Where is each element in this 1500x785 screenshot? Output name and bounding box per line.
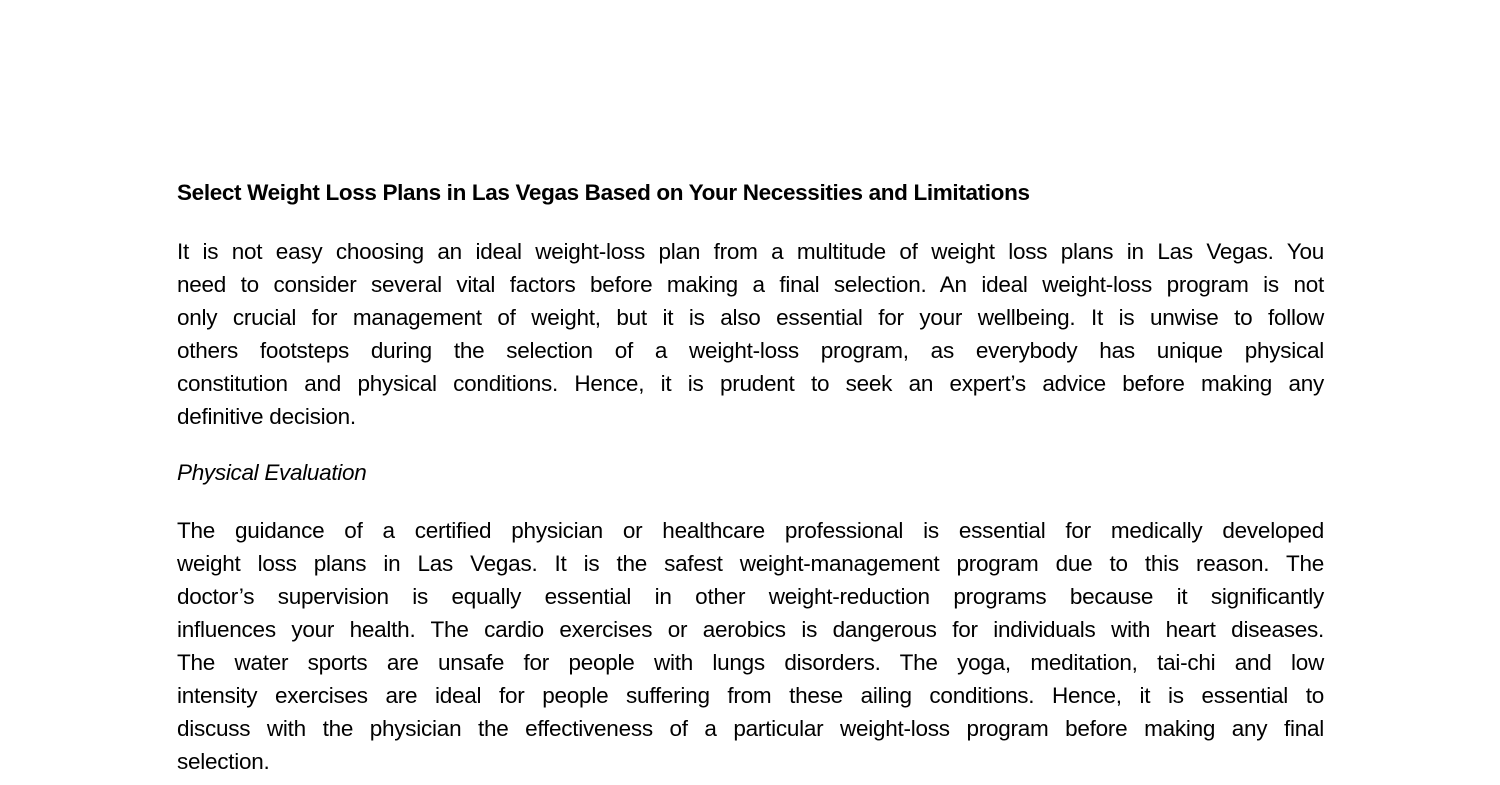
paragraph-line: The water sports are unsafe for people with lungs disorders. The yoga, meditation, tai-chi and low (177, 650, 1324, 675)
physical-evaluation-paragraph (177, 514, 1324, 778)
paragraph-line: weight loss plans in Las Vegas. It is the safest weight-management program due to this reason. The (177, 551, 1324, 576)
paragraph-line: It is not easy choosing an ideal weight-loss plan from a multitude of weight loss plans in Las Vegas. You (177, 239, 1324, 264)
paragraph-line: doctor’s supervision is equally essential in other weight-reduction programs because it significantly (177, 584, 1324, 609)
section-subheading: Physical Evaluation (177, 460, 367, 485)
paragraph-line: selection. (177, 749, 270, 774)
paragraph-line: constitution and physical conditions. Hence, it is prudent to seek an expert’s advice before making any (177, 371, 1324, 396)
paragraph-line: intensity exercises are ideal for people suffering from these ailing conditions. Hence, it is essential to (177, 683, 1324, 708)
paragraph-line: influences your health. The cardio exercises or aerobics is dangerous for individuals with heart diseases. (177, 617, 1324, 642)
paragraph-line: discuss with the physician the effectiveness of a particular weight-loss program before making any final (177, 716, 1324, 741)
paragraph-line: The guidance of a certified physician or healthcare professional is essential for medically developed (177, 518, 1324, 543)
paragraph-line: only crucial for management of weight, but it is also essential for your wellbeing. It is unwise to follow (177, 305, 1324, 330)
document-heading: Select Weight Loss Plans in Las Vegas Based on Your Necessities and Limitations (177, 180, 1030, 205)
paragraph-line: need to consider several vital factors before making a final selection. An ideal weight-loss program is not (177, 272, 1324, 297)
paragraph-line: others footsteps during the selection of a weight-loss program, as everybody has unique physical (177, 338, 1324, 363)
paragraph-line: definitive decision. (177, 404, 356, 429)
intro-paragraph (177, 235, 1324, 433)
